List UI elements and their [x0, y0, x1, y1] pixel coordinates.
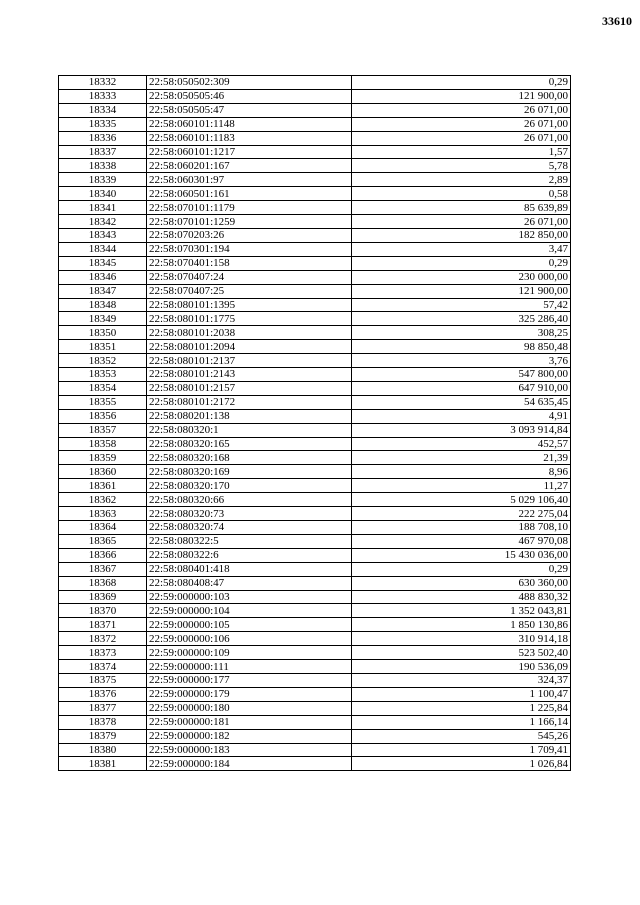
- row-number: 18360: [59, 465, 147, 479]
- row-number: 18351: [59, 340, 147, 354]
- row-number: 18350: [59, 326, 147, 340]
- row-number: 18349: [59, 312, 147, 326]
- cadastral-number: 22:58:070203:26: [147, 228, 352, 242]
- table-row: [59, 354, 571, 368]
- row-number: 18372: [59, 632, 147, 646]
- cadastral-number: 22:59:000000:109: [147, 646, 352, 660]
- cadastral-number: 22:58:080101:2143: [147, 368, 352, 382]
- table-row: [59, 715, 571, 729]
- cadastral-number: 22:59:000000:181: [147, 715, 352, 729]
- cadastral-number: 22:58:060101:1183: [147, 131, 352, 145]
- cadastral-value: 21,39: [352, 451, 571, 465]
- row-number: 18352: [59, 354, 147, 368]
- table-row: [59, 187, 571, 201]
- row-number: 18367: [59, 562, 147, 576]
- cadastral-number: 22:58:070401:158: [147, 256, 352, 270]
- cadastral-value: 3 093 914,84: [352, 423, 571, 437]
- cadastral-value: 85 639,89: [352, 201, 571, 215]
- cadastral-value: 3,76: [352, 354, 571, 368]
- cadastral-number: 22:59:000000:177: [147, 673, 352, 687]
- row-number: 18378: [59, 715, 147, 729]
- table-row: [59, 576, 571, 590]
- cadastral-number: 22:59:000000:184: [147, 757, 352, 771]
- cadastral-number: 22:59:000000:104: [147, 604, 352, 618]
- table-row: [59, 479, 571, 493]
- cadastral-number: 22:58:080320:66: [147, 493, 352, 507]
- table-row: [59, 604, 571, 618]
- cadastral-number: 22:59:000000:183: [147, 743, 352, 757]
- table-row: [59, 298, 571, 312]
- table-row: [59, 673, 571, 687]
- cadastral-number: 22:58:080320:169: [147, 465, 352, 479]
- row-number: 18374: [59, 660, 147, 674]
- cadastral-number: 22:58:080101:2172: [147, 395, 352, 409]
- cadastral-number: 22:59:000000:106: [147, 632, 352, 646]
- cadastral-number: 22:58:080101:2137: [147, 354, 352, 368]
- cadastral-value: 308,25: [352, 326, 571, 340]
- cadastral-value: 1 709,41: [352, 743, 571, 757]
- row-number: 18342: [59, 215, 147, 229]
- table-row: [59, 743, 571, 757]
- cadastral-value: 1 100,47: [352, 687, 571, 701]
- table-row: [59, 312, 571, 326]
- cadastral-number: 22:58:070407:25: [147, 284, 352, 298]
- row-number: 18381: [59, 757, 147, 771]
- cadastral-number: 22:58:060201:167: [147, 159, 352, 173]
- table-row: [59, 409, 571, 423]
- cadastral-value: 26 071,00: [352, 117, 571, 131]
- cadastral-value: 452,57: [352, 437, 571, 451]
- table-row: [59, 632, 571, 646]
- row-number: 18347: [59, 284, 147, 298]
- row-number: 18355: [59, 395, 147, 409]
- cadastral-number: 22:58:080408:47: [147, 576, 352, 590]
- table-row: [59, 437, 571, 451]
- cadastral-number: 22:58:070301:194: [147, 242, 352, 256]
- row-number: 18354: [59, 381, 147, 395]
- cadastral-value: 188 708,10: [352, 521, 571, 535]
- table-row: [59, 76, 571, 90]
- cadastral-number: 22:58:080320:165: [147, 437, 352, 451]
- table-row: [59, 326, 571, 340]
- cadastral-value: 1 026,84: [352, 757, 571, 771]
- cadastral-number: 22:58:080320:168: [147, 451, 352, 465]
- row-number: 18375: [59, 673, 147, 687]
- table-row: [59, 646, 571, 660]
- row-number: 18357: [59, 423, 147, 437]
- row-number: 18359: [59, 451, 147, 465]
- cadastral-number: 22:59:000000:103: [147, 590, 352, 604]
- cadastral-value: 57,42: [352, 298, 571, 312]
- cadastral-value: 54 635,45: [352, 395, 571, 409]
- cadastral-value: 5 029 106,40: [352, 493, 571, 507]
- table-row: [59, 228, 571, 242]
- table-row: [59, 173, 571, 187]
- cadastral-number: 22:59:000000:111: [147, 660, 352, 674]
- cadastral-number: 22:58:050505:46: [147, 89, 352, 103]
- cadastral-number: 22:58:060101:1148: [147, 117, 352, 131]
- row-number: 18333: [59, 89, 147, 103]
- cadastral-number: 22:58:080101:2094: [147, 340, 352, 354]
- row-number: 18332: [59, 76, 147, 90]
- cadastral-number: 22:58:080101:1775: [147, 312, 352, 326]
- row-number: 18370: [59, 604, 147, 618]
- row-number: 18344: [59, 242, 147, 256]
- row-number: 18348: [59, 298, 147, 312]
- cadastral-value: 11,27: [352, 479, 571, 493]
- cadastral-value: 324,37: [352, 673, 571, 687]
- cadastral-value: 1 850 130,86: [352, 618, 571, 632]
- table-row: [59, 465, 571, 479]
- cadastral-number: 22:58:080401:418: [147, 562, 352, 576]
- table-row: [59, 215, 571, 229]
- row-number: 18343: [59, 228, 147, 242]
- row-number: 18363: [59, 507, 147, 521]
- table-row: [59, 729, 571, 743]
- table-row: [59, 395, 571, 409]
- row-number: 18368: [59, 576, 147, 590]
- cadastral-number: 22:58:080320:73: [147, 507, 352, 521]
- cadastral-number: 22:58:080101:1395: [147, 298, 352, 312]
- cadastral-value: 2,89: [352, 173, 571, 187]
- row-number: 18334: [59, 103, 147, 117]
- cadastral-number: 22:58:080322:5: [147, 534, 352, 548]
- table-row: [59, 159, 571, 173]
- cadastral-value: 1,57: [352, 145, 571, 159]
- table-row: [59, 201, 571, 215]
- table-row: [59, 256, 571, 270]
- row-number: 18353: [59, 368, 147, 382]
- table-row: [59, 493, 571, 507]
- table-row: [59, 242, 571, 256]
- cadastral-value: 121 900,00: [352, 89, 571, 103]
- row-number: 18338: [59, 159, 147, 173]
- row-number: 18335: [59, 117, 147, 131]
- table-row: [59, 521, 571, 535]
- table-row: [59, 757, 571, 771]
- cadastral-number: 22:58:080101:2038: [147, 326, 352, 340]
- cadastral-value: 310 914,18: [352, 632, 571, 646]
- cadastral-value: 8,96: [352, 465, 571, 479]
- table-row: [59, 270, 571, 284]
- cadastral-value: 182 850,00: [352, 228, 571, 242]
- table-row: [59, 548, 571, 562]
- cadastral-number: 22:58:080322:6: [147, 548, 352, 562]
- cadastral-value: 0,29: [352, 76, 571, 90]
- cadastral-number: 22:58:070101:1259: [147, 215, 352, 229]
- cadastral-value: 26 071,00: [352, 215, 571, 229]
- cadastral-number: 22:59:000000:179: [147, 687, 352, 701]
- table-row: [59, 145, 571, 159]
- cadastral-number: 22:58:060501:161: [147, 187, 352, 201]
- table-row: [59, 103, 571, 117]
- cadastral-value: 190 536,09: [352, 660, 571, 674]
- table-row: [59, 368, 571, 382]
- cadastral-value: 0,58: [352, 187, 571, 201]
- row-number: 18356: [59, 409, 147, 423]
- cadastral-number: 22:58:070101:1179: [147, 201, 352, 215]
- row-number: 18364: [59, 521, 147, 535]
- table-row: [59, 340, 571, 354]
- cadastral-value: 26 071,00: [352, 103, 571, 117]
- table-row: [59, 618, 571, 632]
- row-number: 18362: [59, 493, 147, 507]
- row-number: 18358: [59, 437, 147, 451]
- row-number: 18361: [59, 479, 147, 493]
- table-row: [59, 534, 571, 548]
- cadastral-number: 22:58:080101:2157: [147, 381, 352, 395]
- row-number: 18371: [59, 618, 147, 632]
- cadastral-number: 22:58:050505:47: [147, 103, 352, 117]
- cadastral-number: 22:58:070407:24: [147, 270, 352, 284]
- row-number: 18369: [59, 590, 147, 604]
- cadastral-value: 98 850,48: [352, 340, 571, 354]
- row-number: 18365: [59, 534, 147, 548]
- cadastral-number: 22:58:060301:97: [147, 173, 352, 187]
- cadastral-value: 3,47: [352, 242, 571, 256]
- cadastral-value: 0,29: [352, 562, 571, 576]
- page-number: 33610: [602, 14, 632, 28]
- cadastral-value: 1 225,84: [352, 701, 571, 715]
- row-number: 18339: [59, 173, 147, 187]
- cadastral-value: 488 830,32: [352, 590, 571, 604]
- table-row: [59, 507, 571, 521]
- row-number: 18380: [59, 743, 147, 757]
- row-number: 18345: [59, 256, 147, 270]
- cadastral-value: 547 800,00: [352, 368, 571, 382]
- cadastral-number: 22:59:000000:180: [147, 701, 352, 715]
- table-row: [59, 590, 571, 604]
- cadastral-number: 22:58:080320:170: [147, 479, 352, 493]
- table-row: [59, 381, 571, 395]
- cadastral-value-table: [58, 75, 571, 771]
- cadastral-value: 467 970,08: [352, 534, 571, 548]
- table-row: [59, 660, 571, 674]
- row-number: 18373: [59, 646, 147, 660]
- cadastral-value: 1 166,14: [352, 715, 571, 729]
- cadastral-value: 26 071,00: [352, 131, 571, 145]
- row-number: 18337: [59, 145, 147, 159]
- cadastral-value: 1 352 043,81: [352, 604, 571, 618]
- row-number: 18340: [59, 187, 147, 201]
- row-number: 18336: [59, 131, 147, 145]
- cadastral-value: 545,26: [352, 729, 571, 743]
- cadastral-value: 121 900,00: [352, 284, 571, 298]
- cadastral-number: 22:58:080320:1: [147, 423, 352, 437]
- table-row: [59, 89, 571, 103]
- cadastral-value: 4,91: [352, 409, 571, 423]
- table-row: [59, 423, 571, 437]
- cadastral-value: 325 286,40: [352, 312, 571, 326]
- table-row: [59, 562, 571, 576]
- table-row: [59, 131, 571, 145]
- row-number: 18341: [59, 201, 147, 215]
- table-row: [59, 701, 571, 715]
- table-row: [59, 687, 571, 701]
- cadastral-number: 22:58:080320:74: [147, 521, 352, 535]
- row-number: 18376: [59, 687, 147, 701]
- table-row: [59, 284, 571, 298]
- cadastral-value: 630 360,00: [352, 576, 571, 590]
- table-row: [59, 451, 571, 465]
- row-number: 18379: [59, 729, 147, 743]
- cadastral-value: 523 502,40: [352, 646, 571, 660]
- cadastral-number: 22:59:000000:105: [147, 618, 352, 632]
- table-row: [59, 117, 571, 131]
- cadastral-number: 22:58:050502:309: [147, 76, 352, 90]
- row-number: 18346: [59, 270, 147, 284]
- cadastral-value: 230 000,00: [352, 270, 571, 284]
- cadastral-number: 22:58:080201:138: [147, 409, 352, 423]
- cadastral-value: 15 430 036,00: [352, 548, 571, 562]
- cadastral-value: 0,29: [352, 256, 571, 270]
- cadastral-value: 647 910,00: [352, 381, 571, 395]
- cadastral-number: 22:59:000000:182: [147, 729, 352, 743]
- row-number: 18377: [59, 701, 147, 715]
- table-body: [59, 76, 571, 771]
- row-number: 18366: [59, 548, 147, 562]
- cadastral-number: 22:58:060101:1217: [147, 145, 352, 159]
- cadastral-value: 5,78: [352, 159, 571, 173]
- cadastral-value: 222 275,04: [352, 507, 571, 521]
